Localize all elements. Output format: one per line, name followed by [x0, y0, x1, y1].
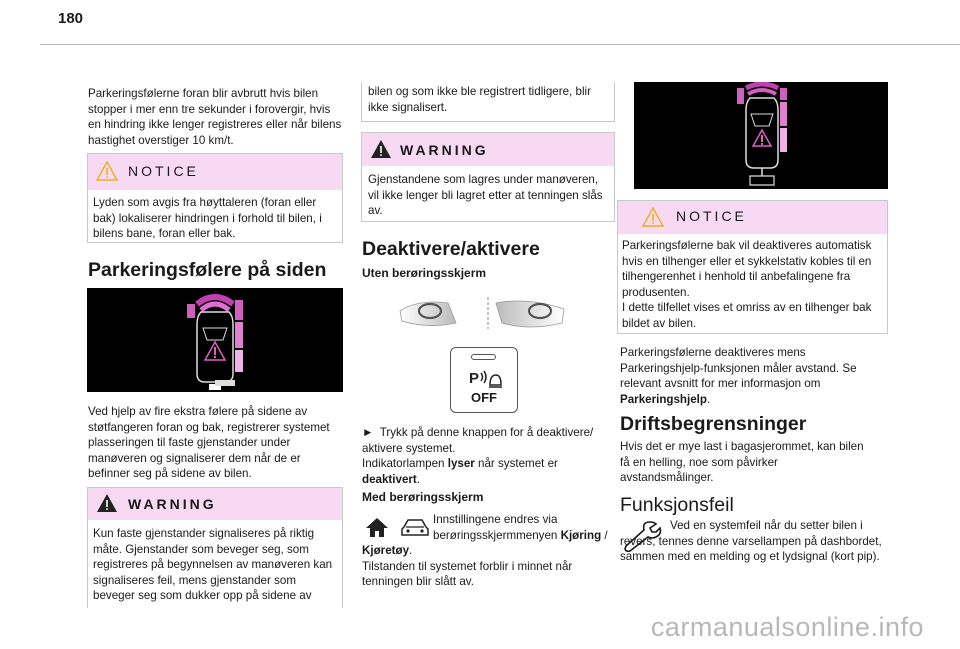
- indicator-end: .: [416, 472, 421, 486]
- touch-end: .: [409, 544, 413, 557]
- menu-sep: /: [601, 528, 608, 542]
- notice-text-1: Parkeringsfølerne bak vil deaktiveres automatisk hvis en tilhenger eller et sykkelstativ kobles til en tilhengerenhet i henhold til anbefalingene fra produsenten.: [622, 239, 872, 299]
- notice-band: [88, 154, 342, 190]
- touch-text: Innstillingene endres via berøringsskjermmenyen: [433, 513, 561, 542]
- warning-title: WARNING: [128, 496, 217, 512]
- menu-kjoring: Kjøring: [560, 528, 602, 542]
- notice-text: Lyden som avgis fra høyttaleren (foran eller bak) lokaliserer hindringen i forhold til bilen, i bilens bane, foran eller bak.: [93, 196, 322, 240]
- touch-instructions: [433, 512, 615, 543]
- menu-kjoretoy: Kjøretøy: [362, 544, 410, 557]
- touch-instructions-cont: [362, 543, 610, 590]
- subheading-no-touchscreen: Uten berøringsskjerm: [362, 266, 487, 280]
- section-heading-limits: Driftsbegrensninger: [620, 413, 807, 435]
- faults-paragraph: Ved en systemfeil når du setter bilen i revers, tennes denne varsellampen på dashbordet, sammen med en melding og et lydsignal (kort pip).: [620, 519, 882, 563]
- trailer-sensor-illustration: [634, 82, 888, 189]
- limits-paragraph: Hvis det er mye last i bagasjerommet, kan bilen få en helling, noe som påvirker avstandsmålinger.: [620, 440, 864, 484]
- parking-assist-paragraph: [620, 345, 882, 407]
- indicator-deactivated: deaktivert: [362, 472, 417, 486]
- warning-triangle-icon: [370, 139, 392, 159]
- warning-triangle-icon: [96, 161, 118, 181]
- subheading-touchscreen: Med berøringsskjerm: [362, 490, 484, 504]
- notice-title: NOTICE: [676, 208, 747, 224]
- warning-continued-text: bilen og som ikke ble registrert tidligere, blir ikke signalisert.: [368, 85, 591, 114]
- step-text: Trykk på denne knappen for å deaktivere/ aktivere systemet.: [362, 426, 594, 455]
- header-divider: [40, 44, 960, 45]
- indicator-lights: lyser: [447, 457, 475, 470]
- warning-box-2: [361, 132, 615, 222]
- car-sensor-diagram: [634, 82, 888, 189]
- notice-box-1: [87, 153, 343, 243]
- section-heading-deactivate: Deaktivere/aktivere: [362, 238, 540, 260]
- car-sensor-diagram: [87, 288, 343, 392]
- notice-text-2: I dette tilfellet vises et omriss av en tilhenger bak bildet av bilen.: [622, 301, 872, 330]
- indicator-text-mid: når systemet er: [474, 457, 558, 470]
- notice-box-3: [617, 200, 888, 334]
- intro-paragraph: Parkeringsfølerne foran blir avbrutt hvis bilen stopper i mer enn tre sekunder i forovergir, hvis en hindring ikke lenger registreres eller når bilens hastighet overstiger 10 km/t.: [88, 87, 342, 147]
- section-heading-faults: Funksjonsfeil: [620, 494, 734, 516]
- park-sensor-off-button-icon: [468, 367, 502, 389]
- warning-triangle-icon: [96, 493, 118, 513]
- warning-title: WARNING: [400, 142, 489, 158]
- off-label: OFF: [471, 390, 497, 405]
- car-settings-icon: [400, 517, 430, 539]
- step-arrow: ►: [362, 426, 374, 439]
- home-icon: [364, 516, 390, 538]
- svg-text:P: P: [469, 370, 480, 387]
- deactivate-step: [362, 425, 610, 487]
- warning-continued-box: [361, 82, 615, 122]
- side-sensor-illustration: [87, 288, 343, 392]
- page-number: 180: [58, 10, 84, 27]
- para-text: Parkeringsfølerne deaktiveres mens Parkeringshjelp-funksjonen måler avstand. Se relevant avsnitt for mer informasjon om: [620, 346, 857, 390]
- indicator-text: Indikatorlampen: [362, 457, 448, 470]
- memory-text: Tilstanden til systemet forblir i minnet når tenningen blir slått av.: [362, 559, 573, 588]
- warning-text: Gjenstandene som lagres under manøveren, vil ikke lenger bli lagret etter at tenningen slås av.: [368, 173, 603, 217]
- watermark: carmanualsonline.info: [650, 612, 924, 642]
- park-sensor-off-button[interactable]: [450, 347, 518, 413]
- warning-triangle-icon: [642, 207, 664, 227]
- steering-wheel-icon: [398, 293, 568, 333]
- warning-text: Kun faste gjenstander signaliseres på riktig måte. Gjenstander som beveger seg, som registreres på begynnelsen av manøveren kan signaliseres feil, mens gjenstander som beveger seg som dukker opp på sidene av: [93, 527, 333, 602]
- notice-title: NOTICE: [128, 163, 199, 179]
- section-heading-side-sensors: Parkeringsfølere på siden: [88, 259, 327, 281]
- notice-text: [622, 238, 884, 331]
- warning-box-1: [87, 487, 343, 608]
- side-sensors-paragraph: Ved hjelp av fire ekstra følere på sidene av støtfangeren foran og bak, registrerer systemet plasseringen til faste gjenstander under manøveren og signaliserer dem når de er befinner seg på sidene av bilen.: [88, 405, 330, 480]
- para-end: .: [707, 392, 711, 406]
- parking-assist-ref: Parkeringshjelp: [620, 392, 707, 406]
- indicator-lamp: [471, 354, 496, 360]
